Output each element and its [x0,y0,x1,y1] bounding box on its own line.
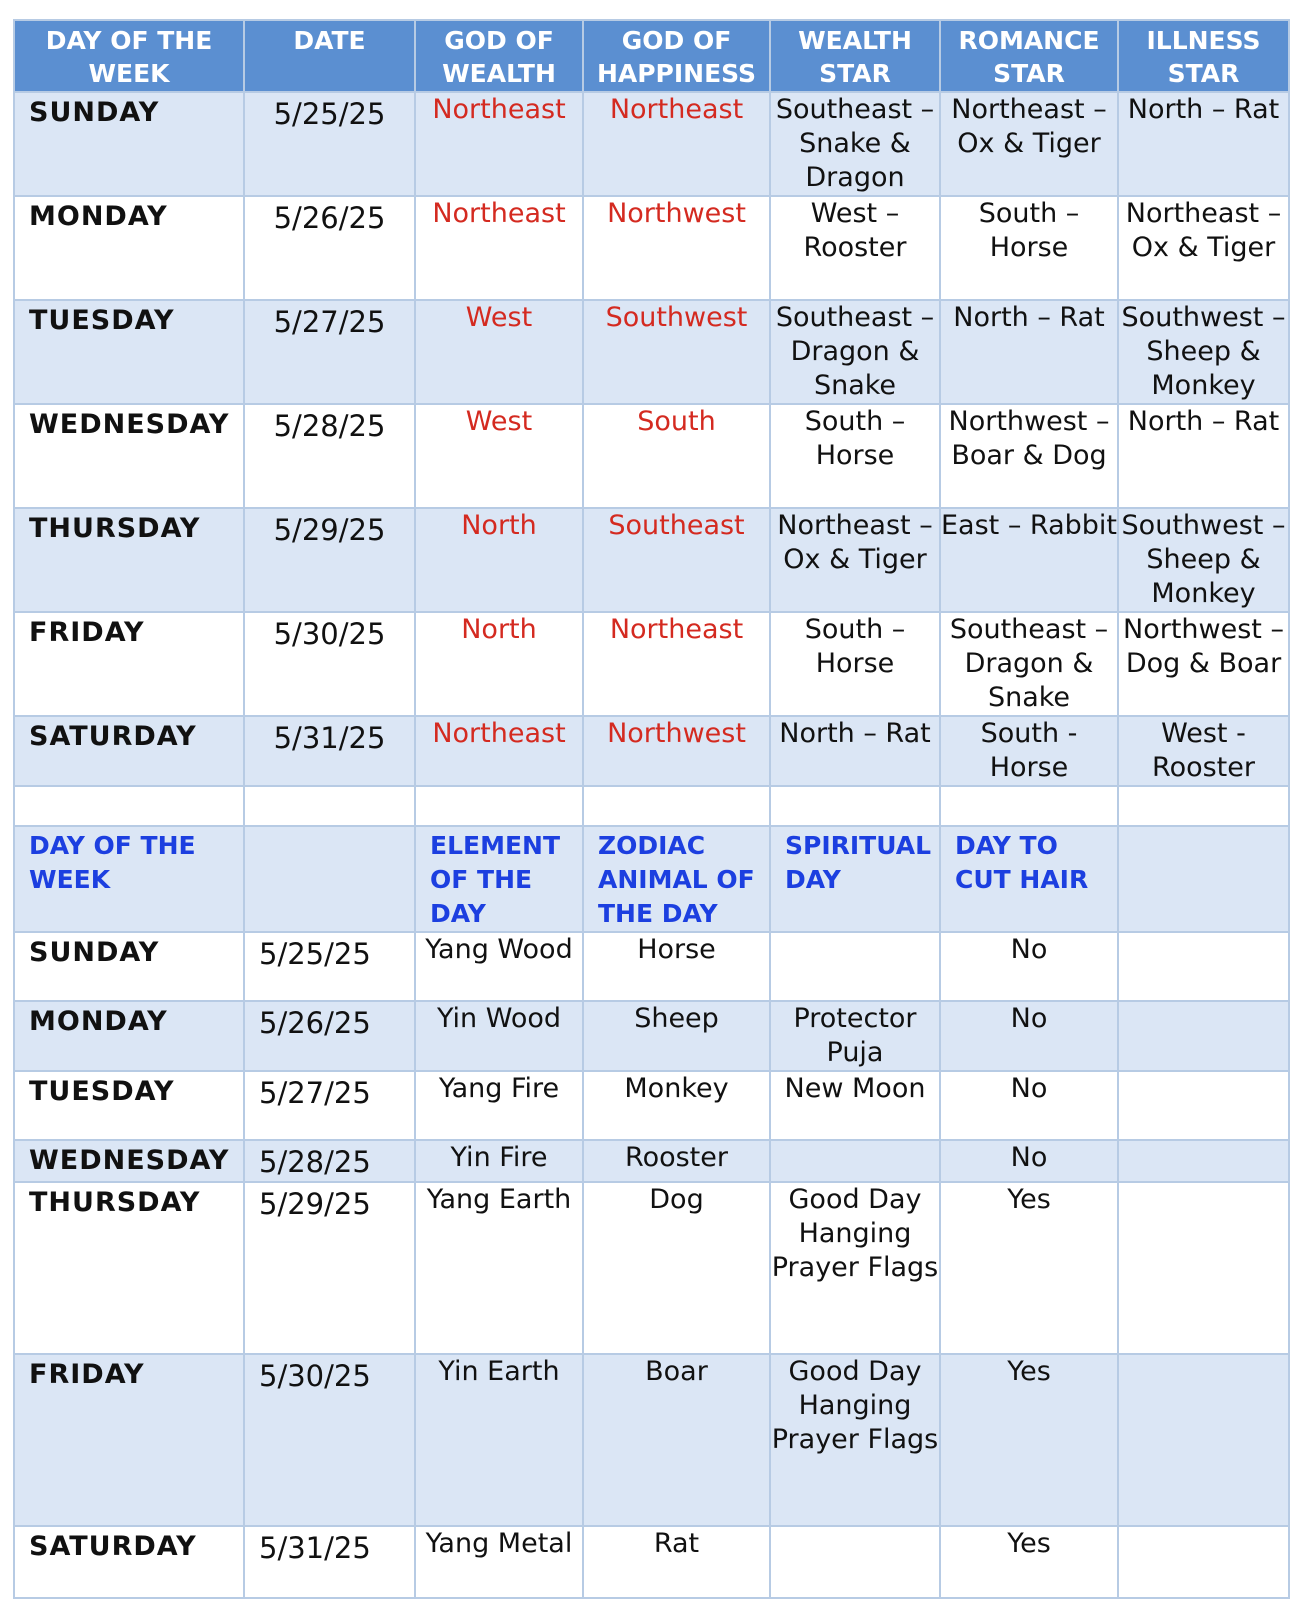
subheader-empty [1118,826,1289,932]
subheader-element: ELEMENT OF THE DAY [415,826,583,932]
empty-cell [583,786,770,826]
subheader-row [14,826,1289,932]
element-cell: Yin Earth [415,1354,583,1526]
date-cell: 5/28/25 [244,404,415,508]
date-cell: 5/27/25 [244,1071,415,1140]
table-row [14,1001,1289,1071]
date-cell: 5/29/25 [244,1182,415,1354]
table-row [14,404,1289,508]
day-cell: SUNDAY [14,92,244,196]
subheader-spiritual-day: SPIRITUAL DAY [770,826,940,932]
empty-cell [1118,1071,1289,1140]
element-cell: Yin Fire [415,1140,583,1182]
date-cell: 5/26/25 [244,1001,415,1071]
zodiac-animal-cell: Rat [583,1526,770,1598]
header-god-of-wealth: GOD OF WEALTH [415,20,583,92]
romance-star-cell: South - Horse [940,716,1118,786]
empty-cell [1118,1140,1289,1182]
illness-star-cell: North – Rat [1118,92,1289,196]
day-cell: SUNDAY [14,932,244,1001]
illness-star-cell: Northeast – Ox & Tiger [1118,196,1289,300]
table-row [14,300,1289,404]
table-row [14,1526,1289,1598]
day-cell: THURSDAY [14,1182,244,1354]
empty-cell [1118,1182,1289,1354]
table-row [14,716,1289,786]
zodiac-animal-cell: Monkey [583,1071,770,1140]
calendar-table [13,19,1290,1599]
zodiac-animal-cell: Horse [583,932,770,1001]
cut-hair-cell: No [940,1001,1118,1071]
header-wealth-star: WEALTH STAR [770,20,940,92]
romance-star-cell: Southeast – Dragon & Snake [940,612,1118,716]
element-cell: Yang Earth [415,1182,583,1354]
subheader-cut-hair: DAY TO CUT HAIR [940,826,1118,932]
god-of-wealth-cell: North [415,612,583,716]
spiritual-day-cell [770,932,940,1001]
date-cell: 5/30/25 [244,1354,415,1526]
day-cell: THURSDAY [14,508,244,612]
god-of-wealth-cell: Northeast [415,92,583,196]
header-day: DAY OF THE WEEK [14,20,244,92]
zodiac-animal-cell: Boar [583,1354,770,1526]
wealth-star-cell: Southeast – Snake & Dragon [770,92,940,196]
god-of-wealth-cell: West [415,404,583,508]
god-of-happiness-cell: Southeast [583,508,770,612]
illness-star-cell: North – Rat [1118,404,1289,508]
cut-hair-cell: Yes [940,1182,1118,1354]
day-cell: TUESDAY [14,1071,244,1140]
header-row [14,20,1289,92]
wealth-star-cell: South – Horse [770,404,940,508]
day-cell: TUESDAY [14,300,244,404]
table-row [14,508,1289,612]
table-row [14,1182,1289,1354]
cut-hair-cell: Yes [940,1526,1118,1598]
element-cell: Yin Wood [415,1001,583,1071]
god-of-happiness-cell: Northwest [583,716,770,786]
cut-hair-cell: No [940,1071,1118,1140]
zodiac-animal-cell: Rooster [583,1140,770,1182]
date-cell: 5/31/25 [244,1526,415,1598]
date-cell: 5/31/25 [244,716,415,786]
table-row [14,932,1289,1001]
god-of-happiness-cell: Northeast [583,612,770,716]
god-of-happiness-cell: Southwest [583,300,770,404]
god-of-wealth-cell: Northeast [415,716,583,786]
empty-cell [1118,1001,1289,1071]
empty-cell [244,786,415,826]
empty-cell [415,786,583,826]
god-of-wealth-cell: North [415,508,583,612]
day-cell: WEDNESDAY [14,1140,244,1182]
illness-star-cell: Southwest – Sheep & Monkey [1118,508,1289,612]
header-god-of-happiness: GOD OF HAPPINESS [583,20,770,92]
empty-cell [940,786,1118,826]
subheader-empty [244,826,415,932]
romance-star-cell: Northwest – Boar & Dog [940,404,1118,508]
wealth-star-cell: North – Rat [770,716,940,786]
zodiac-animal-cell: Sheep [583,1001,770,1071]
date-cell: 5/29/25 [244,508,415,612]
table-row [14,1140,1289,1182]
spiritual-day-cell [770,1526,940,1598]
romance-star-cell: South – Horse [940,196,1118,300]
feng-shui-calendar [13,19,1288,1599]
header-date: DATE [244,20,415,92]
spiritual-day-cell [770,1140,940,1182]
romance-star-cell: Northeast – Ox & Tiger [940,92,1118,196]
zodiac-animal-cell: Dog [583,1182,770,1354]
table-row [14,1354,1289,1526]
day-cell: WEDNESDAY [14,404,244,508]
illness-star-cell: West - Rooster [1118,716,1289,786]
romance-star-cell: North – Rat [940,300,1118,404]
empty-cell [1118,932,1289,1001]
table-row [14,612,1289,716]
god-of-happiness-cell: Northwest [583,196,770,300]
cut-hair-cell: No [940,1140,1118,1182]
wealth-star-cell: South – Horse [770,612,940,716]
empty-cell [1118,1354,1289,1526]
day-cell: MONDAY [14,1001,244,1071]
wealth-star-cell: West – Rooster [770,196,940,300]
day-cell: FRIDAY [14,612,244,716]
element-cell: Yang Metal [415,1526,583,1598]
day-cell: FRIDAY [14,1354,244,1526]
date-cell: 5/26/25 [244,196,415,300]
table-row [14,1071,1289,1140]
day-cell: SATURDAY [14,716,244,786]
subheader-zodiac-animal: ZODIAC ANIMAL OF THE DAY [583,826,770,932]
wealth-star-cell: Southeast – Dragon & Snake [770,300,940,404]
spiritual-day-cell: Good Day Hanging Prayer Flags [770,1354,940,1526]
table-row [14,196,1289,300]
table-row [14,92,1289,196]
empty-cell [770,786,940,826]
day-cell: SATURDAY [14,1526,244,1598]
cut-hair-cell: No [940,932,1118,1001]
spiritual-day-cell: Good Day Hanging Prayer Flags [770,1182,940,1354]
illness-star-cell: Northwest – Dog & Boar [1118,612,1289,716]
spacer-row [14,786,1289,826]
god-of-wealth-cell: West [415,300,583,404]
date-cell: 5/25/25 [244,92,415,196]
header-illness-star: ILLNESS STAR [1118,20,1289,92]
day-cell: MONDAY [14,196,244,300]
subheader-day: DAY OF THE WEEK [14,826,244,932]
god-of-happiness-cell: South [583,404,770,508]
romance-star-cell: East – Rabbit [940,508,1118,612]
header-romance-star: ROMANCE STAR [940,20,1118,92]
spiritual-day-cell: Protector Puja [770,1001,940,1071]
date-cell: 5/27/25 [244,300,415,404]
cut-hair-cell: Yes [940,1354,1118,1526]
empty-cell [1118,1526,1289,1598]
empty-cell [14,786,244,826]
element-cell: Yang Fire [415,1071,583,1140]
god-of-happiness-cell: Northeast [583,92,770,196]
illness-star-cell: Southwest – Sheep & Monkey [1118,300,1289,404]
date-cell: 5/30/25 [244,612,415,716]
date-cell: 5/28/25 [244,1140,415,1182]
date-cell: 5/25/25 [244,932,415,1001]
god-of-wealth-cell: Northeast [415,196,583,300]
empty-cell [1118,786,1289,826]
wealth-star-cell: Northeast – Ox & Tiger [770,508,940,612]
spiritual-day-cell: New Moon [770,1071,940,1140]
element-cell: Yang Wood [415,932,583,1001]
